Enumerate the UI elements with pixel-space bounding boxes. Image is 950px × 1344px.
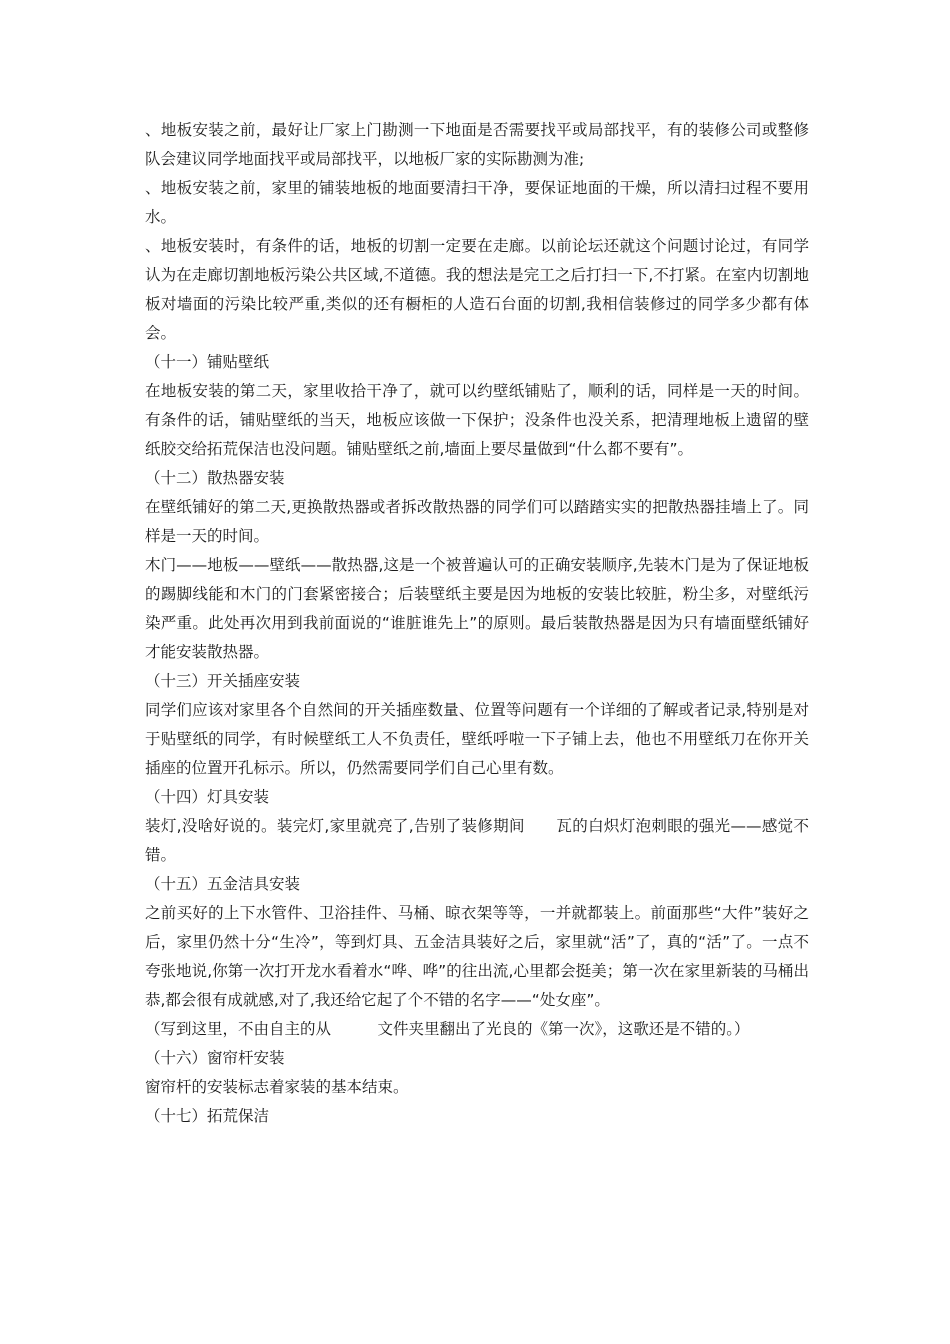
- paragraph-wallpaper: 在地板安装的第二天，家里收拾干净了，就可以约壁纸铺贴了，顺利的话，同样是一天的时间。有条件的话，铺贴壁纸的当天，地板应该做一下保护；没条件也没关系，把清理地板上遗留的壁纸胶交给拓荒保洁也没问题。铺贴壁纸之前,墙面上要尽量做到“什么都不要有”。: [145, 382, 809, 458]
- paragraph-floor-cleaning: 、地板安装之前，家里的铺装地板的地面要清扫干净，要保证地面的干燥，所以清扫过程不要用水。: [145, 179, 809, 226]
- paragraph-install-order: 木门——地板——壁纸——散热器,这是一个被普遍认可的正确安装顺序,先装木门是为了保证地板的踢脚线能和木门的门套紧密接合；后装壁纸主要是因为地板的安装比较脏，粉尘多，对壁纸污染严重。此处再次用到我前面说的“谁脏谁先上”的原则。最后装散热器是因为只有墙面壁纸铺好才能安装散热器。: [145, 556, 809, 661]
- section-heading-hardware-fixtures: （十五）五金洁具安装: [145, 875, 301, 893]
- section-heading-radiator: （十二）散热器安装: [145, 469, 285, 487]
- document-body: [145, 116, 809, 1131]
- section-heading-switch-socket: （十三）开关插座安装: [145, 672, 301, 690]
- section-heading-lighting: （十四）灯具安装: [145, 788, 270, 806]
- paragraph-floor-leveling: 、地板安装之前，最好让厂家上门勘测一下地面是否需要找平或局部找平，有的装修公司或整修队会建议同学地面找平或局部找平，以地板厂家的实际勘测为准;: [145, 121, 809, 168]
- paragraph-lighting: 装灯,没啥好说的。装完灯,家里就亮了,告别了装修期间 瓦的白炽灯泡刺眼的强光——感觉不错。: [145, 817, 809, 864]
- paragraph-hardware-fixtures: 之前买好的上下水管件、卫浴挂件、马桶、晾衣架等等，一并就都装上。前面那些“大件”装好之后，家里仍然十分“生冷”，等到灯具、五金洁具装好之后，家里就“活”了，真的“活”了。一点不夸张地说,你第一次打开龙水看着水“哗、哗”的往出流,心里都会挺美；第一次在家里新装的马桶出恭,都会很有成就感,对了,我还给它起了个不错的名字——“处女座”。: [145, 904, 809, 1009]
- paragraph-aside-song: （写到这里，不由自主的从 文件夹里翻出了光良的《第一次》，这歌还是不错的。）: [145, 1020, 750, 1038]
- section-heading-cleaning: （十七）拓荒保洁: [145, 1107, 270, 1125]
- paragraph-switch-socket: 同学们应该对家里各个自然间的开关插座数量、位置等问题有一个详细的了解或者记录,特别是对于贴壁纸的同学，有时候壁纸工人不负责任，壁纸呼啦一下子铺上去，他也不用壁纸刀在你开关插座的位置开孔标示。所以，仍然需要同学们自己心里有数。: [145, 701, 809, 777]
- section-heading-wallpaper: （十一）铺贴壁纸: [145, 353, 270, 371]
- section-heading-curtain-rod: （十六）窗帘杆安装: [145, 1049, 285, 1067]
- paragraph-floor-cutting: 、地板安装时，有条件的话，地板的切割一定要在走廊。以前论坛还就这个问题讨论过，有同学认为在走廊切割地板污染公共区域,不道德。我的想法是完工之后打扫一下,不打紧。在室内切割地板对墙面的污染比较严重,类似的还有橱柜的人造石台面的切割,我相信装修过的同学多少都有体会。: [145, 237, 809, 342]
- paragraph-curtain-rod: 窗帘杆的安装标志着家装的基本结束。: [145, 1078, 409, 1096]
- paragraph-radiator: 在壁纸铺好的第二天,更换散热器或者拆改散热器的同学们可以踏踏实实的把散热器挂墙上了。同样是一天的时间。: [145, 498, 809, 545]
